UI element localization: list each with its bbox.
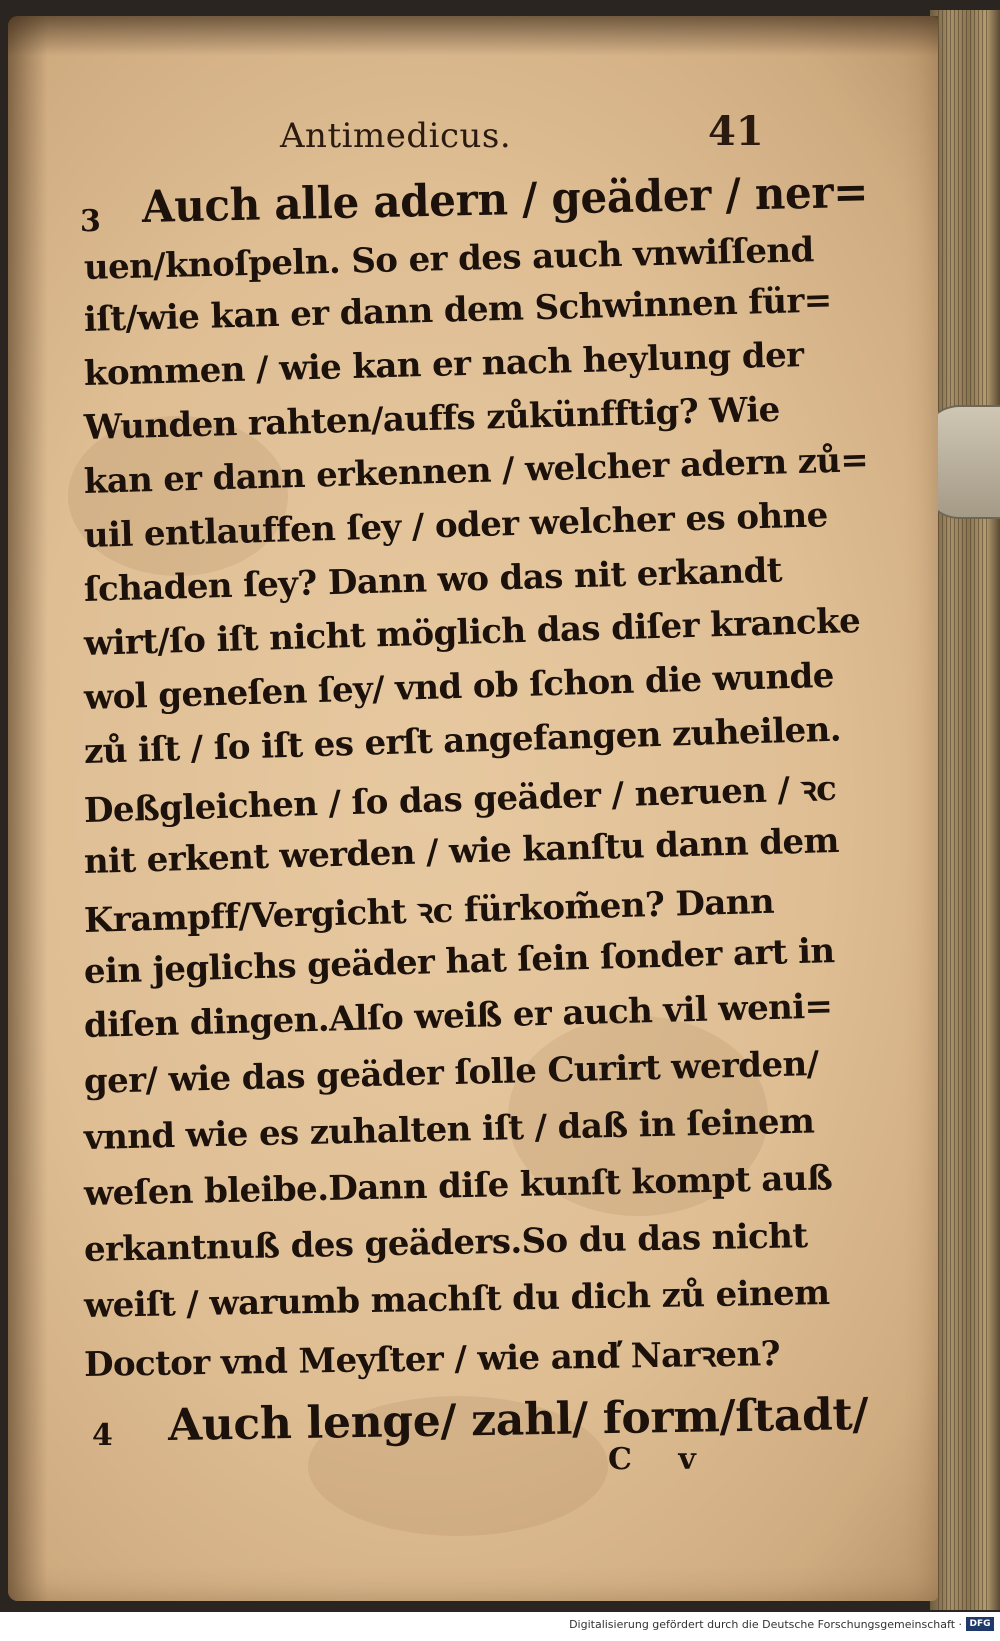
text-line: iſt/wie kan er dann dem Schwinnen für= bbox=[83, 280, 833, 340]
text-line: uil entlauffen ſey / oder welcher es ohne bbox=[83, 495, 829, 556]
printer-signature: C v bbox=[608, 1442, 714, 1477]
funding-credit: Digitalisierung gefördert durch die Deutsche Forschungsgemeinschaft · bbox=[569, 1618, 962, 1631]
text-line: Krampff/Vergicht ꝛc fürkom̃en? Dann bbox=[83, 881, 775, 941]
text-line: uen/knoſpeln. So er des auch vnwiſſend bbox=[83, 230, 815, 288]
book-page bbox=[8, 16, 938, 1601]
page-number: 41 bbox=[708, 108, 764, 155]
text-line: weiſt / warumb machſt du dich zů einem bbox=[83, 1272, 830, 1326]
section-marker: 3 bbox=[80, 204, 101, 239]
text-line: wirt/ſo iſt nicht möglich das diſer krancke bbox=[83, 600, 861, 664]
running-title: Antimedicus. bbox=[280, 116, 512, 156]
body-text bbox=[8, 16, 938, 1601]
text-line: wol geneſen ſey/ vnd ob ſchon die wunde bbox=[83, 655, 835, 718]
text-line: kommen / wie kan er nach heylung der bbox=[83, 335, 804, 394]
section-marker: 4 bbox=[92, 1418, 113, 1453]
text-line: ein jeglichs geäder hat ſein ſonder art in bbox=[83, 931, 836, 992]
text-line: Wunden rahten/auffs zůkünfftig? Wie bbox=[83, 389, 781, 448]
text-line: kan er dann erkennen / welcher adern zů= bbox=[83, 440, 869, 502]
text-line: vnnd wie es zuhalten iſt / daß in ſeinem bbox=[83, 1101, 815, 1158]
text-line: ger/ wie das geäder ſolle Curirt werden/ bbox=[83, 1044, 819, 1102]
text-line: Auch alle adern / geäder / ner= bbox=[141, 166, 869, 233]
footer-bar bbox=[0, 1612, 1000, 1641]
text-line: nit erkent werden / wie kanſtu dann dem bbox=[83, 820, 840, 882]
book-edge bbox=[930, 10, 1000, 1610]
text-line: ſchaden ſey? Dann wo das nit erkandt bbox=[83, 550, 783, 610]
text-line: Doctor vnd Meyſter / wie and̕ Narꝛen? bbox=[83, 1334, 781, 1385]
text-line: weſen bleibe.Dann diſe kunſt kompt auß bbox=[83, 1158, 833, 1214]
text-line: Deßgleichen / ſo das geäder / neruen / ꝛc bbox=[83, 768, 837, 831]
text-line: erkantnuß des geäders.So du das nicht bbox=[83, 1216, 808, 1270]
text-line: Auch lenge/ zahl/ form/ſtadt/ bbox=[167, 1389, 869, 1451]
text-line: diſen dingen.Alſo weiß er auch vil weni= bbox=[83, 986, 833, 1046]
dfg-logo: DFG bbox=[966, 1617, 994, 1631]
text-line: zů iſt / ſo iſt es erſt angefangen zuheilen. bbox=[83, 709, 842, 772]
